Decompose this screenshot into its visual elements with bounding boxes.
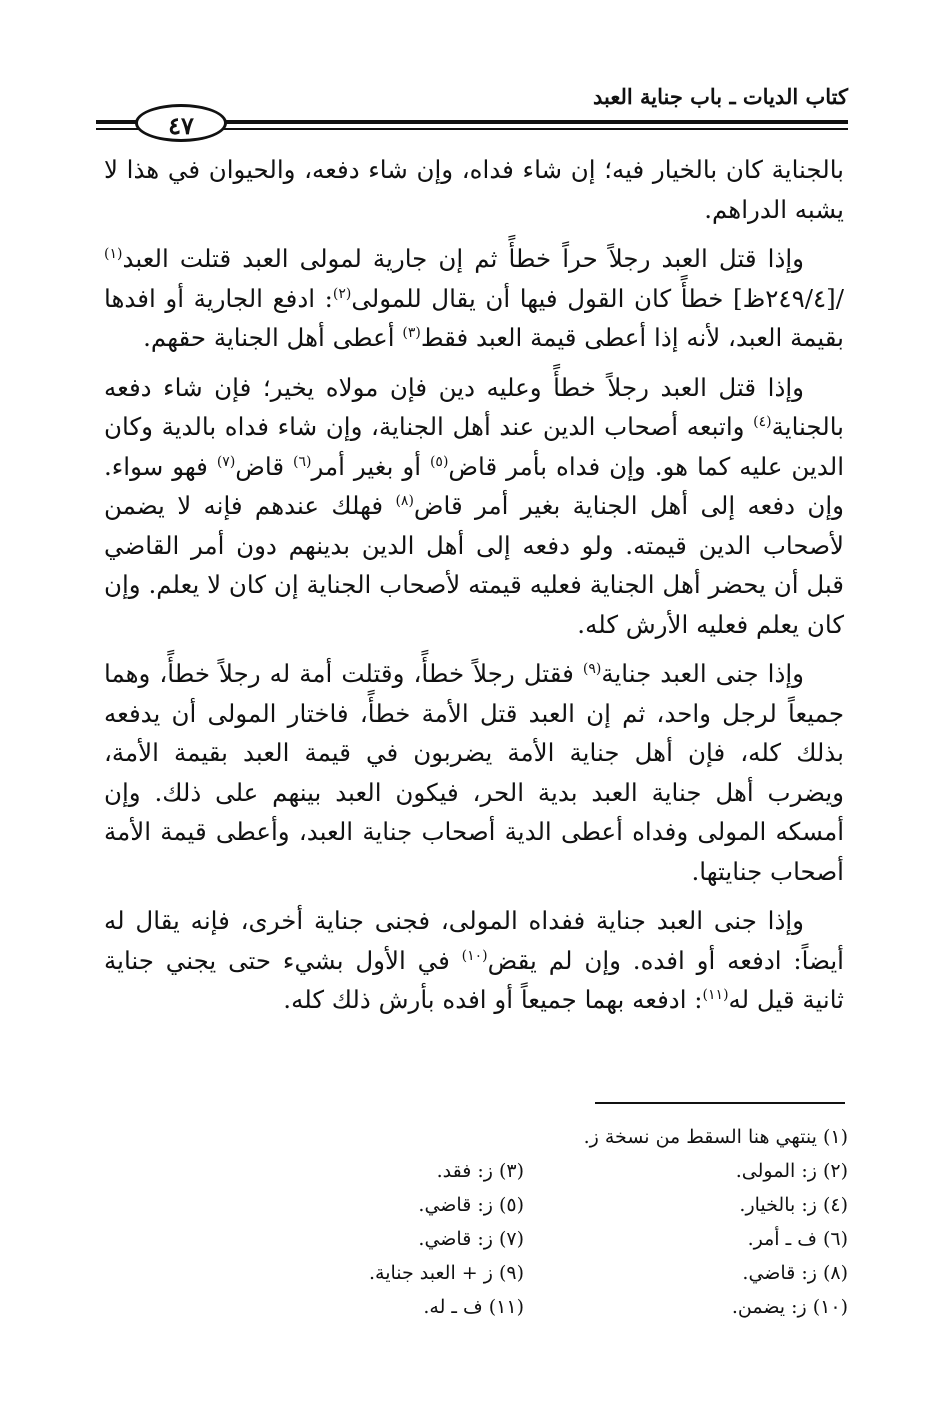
footnote: (٦) ف ـ أمر.: [747, 1228, 848, 1250]
text-run: أو بغير أمر: [311, 451, 430, 481]
footnote-marker: (٥): [429, 453, 449, 470]
text-run: في الأول بشيء حتى يجني جناية ثانية قيل له: [104, 945, 844, 1014]
footnote-row: [200, 1154, 848, 1188]
footnote-marker: (٢): [332, 285, 352, 302]
footnotes: [200, 1120, 848, 1324]
text-run: بالجناية كان بالخيار فيه؛ إن شاء فداه، وإن شاء دفعه، والحيوان في هذا لا يشبه الدراهم.: [104, 155, 844, 224]
paragraph: [104, 239, 844, 358]
footnote-marker: (٨): [395, 492, 414, 509]
footnote-row: [200, 1188, 848, 1222]
footnote-marker: (١١): [702, 986, 729, 1003]
running-title: كتاب الديات ـ باب جناية العبد: [592, 84, 848, 109]
footnote-marker: (١): [104, 245, 123, 262]
text-run: وإذا جنى العبد جناية ففداه المولى، فجنى جناية أخرى، فإنه يقال له أيضاً: ادفعه أو افده. وإن لم يقض: [104, 906, 844, 975]
footnote-marker: (٣): [402, 324, 421, 341]
text-run: فهلك عندهم فإنه لا يضمن لأصحاب الدين قيمته. ولو دفعه إلى أهل الدين بدينهم دون أمر القاضي قبل أن يحضر أهل الجناية فعليه قيمته لأصحاب الجناية إن كان لا يعلم. وإن كان يعلم فعليه الأرش كله.: [104, 491, 844, 639]
paragraph: [104, 901, 844, 1020]
text-run: قاض: [235, 451, 294, 481]
text-run: وإذا قتل العبد رجلاً حراً خطأً ثم إن جارية لمولى العبد قتلت العبد: [122, 244, 804, 273]
footnote: (٢) ز: المولى.: [735, 1160, 848, 1182]
paragraph: [104, 654, 844, 891]
footnote: (٨) ز: قاضي.: [742, 1262, 848, 1284]
footnote-marker: (١٠): [461, 947, 488, 964]
text-run: أعطى أهل الجناية حقهم.: [143, 323, 403, 352]
footnote-row: [200, 1222, 848, 1256]
footnote: (٣) ز: فقد.: [436, 1160, 524, 1182]
footnote-row: [200, 1256, 848, 1290]
page-number-badge: ٤٧: [135, 104, 227, 142]
text-run: وإذا قتل العبد رجلاً خطأً وعليه دين فإن مولاه يخير؛ فإن شاء دفعه بالجناية: [104, 372, 844, 441]
footnote: (٥) ز: قاضي.: [418, 1194, 524, 1216]
footnote: (٤) ز: بالخيار.: [739, 1194, 848, 1216]
footnote: (٧) ز: قاضي.: [418, 1228, 524, 1250]
text-run: فهو سواء. وإن دفعه إلى أهل الجناية بغير أمر قاض: [104, 451, 844, 520]
text-run: : ادفعه بهما جميعاً أو افده بأرش ذلك كله.: [283, 985, 703, 1014]
footnote: (١٠) ز: يضمن.: [731, 1296, 848, 1318]
text-run: : ادفع الجارية أو افدها بقيمة العبد، لأنه إذا أعطى قيمة العبد فقط: [104, 283, 844, 352]
footnote-separator: [595, 1102, 845, 1104]
text-run: وإذا جنى العبد جناية: [601, 659, 804, 688]
footnote-marker: (٦): [293, 453, 312, 470]
footnote-marker: (٤): [753, 413, 772, 430]
footnote-1: (١) ينتهي هنا السقط من نسخة ز.: [583, 1126, 848, 1148]
footnote-marker: (٩): [582, 660, 602, 677]
main-text: [104, 150, 844, 1030]
text-run: واتبعه أصحاب الدين عند أهل الجناية، وإن شاء فداه بالدية وكان الدين عليه كما هو. وإن فداه بأمر قاض: [104, 412, 844, 481]
text-run: /[٢٤٩/٤ظ] خطأً كان القول فيها أن يقال للمولى: [351, 283, 844, 313]
footnote-marker: (٧): [216, 453, 236, 470]
paragraph: [104, 368, 844, 645]
paragraph: [104, 150, 844, 229]
text-run: فقتل رجلاً خطأً، وقتلت أمة له رجلاً خطأً، وهما جميعاً لرجل واحد، ثم إن العبد قتل الأمة خطأً، فاختار المولى أن يدفعه بذلك كله، فإن أهل جناية الأمة يضربون في قيمة العبد بقيمة الأمة، ويضرب أهل جناية العبد بدية الحر، فيكون العبد بينهم على ذلك. وإن أمسكه المولى وفداه أعطى الدية أصحاب جناية العبد، وأعطى قيمة الأمة أصحاب جنايتها.: [104, 659, 844, 886]
footnote-row: [200, 1290, 848, 1324]
footnote: (٩) ز + العبد جناية.: [368, 1262, 524, 1284]
footnote: (١١) ف ـ له.: [423, 1296, 524, 1318]
